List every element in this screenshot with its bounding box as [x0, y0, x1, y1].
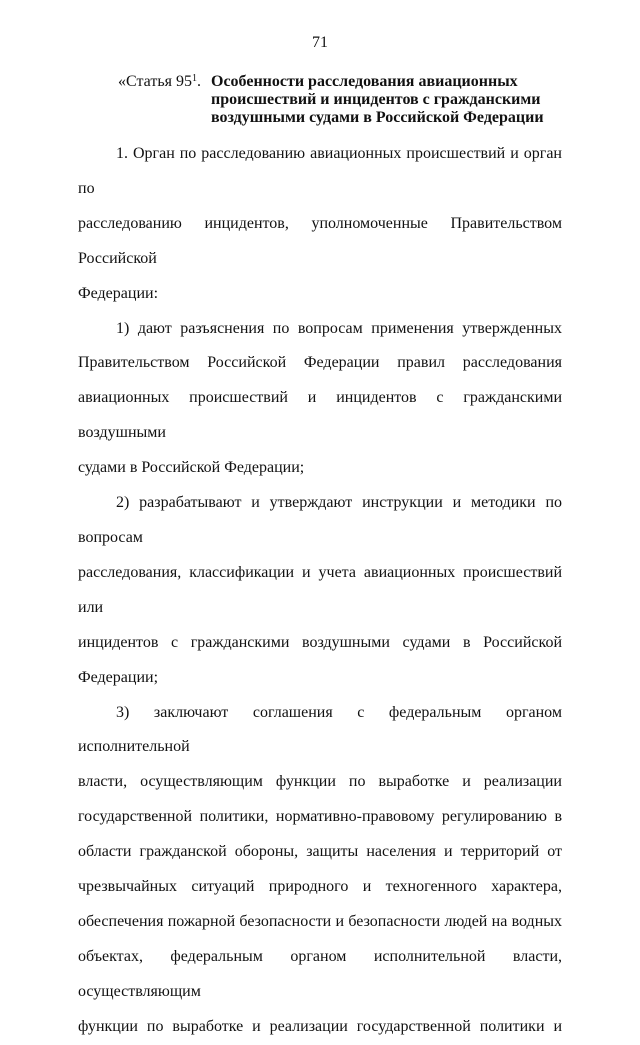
article-label-text: «Статья 95 — [118, 73, 192, 90]
text-line: функции по выработке и реализации государственной политики и — [78, 1017, 562, 1035]
article-title: Особенности расследования авиационных происшествий и инцидентов с гражданскими воздушными судами в Российской Федерации — [211, 73, 544, 126]
text-line: 1. Орган по расследованию авиационных происшествий и орган по — [78, 145, 562, 197]
text-line: инцидентов с гражданскими воздушными судами в Российской — [78, 633, 562, 651]
text-line: Правительством Российской Федерации правил расследования — [78, 354, 562, 372]
article-label — [118, 73, 211, 127]
page-number: 71 — [312, 34, 328, 51]
text-line: власти, осуществляющим функции по выработке и реализации — [78, 773, 562, 791]
document-body — [78, 137, 562, 1045]
paragraph-1 — [78, 137, 562, 312]
text-line: расследованию инцидентов, уполномоченные Правительством Российской — [78, 214, 562, 267]
text-line: чрезвычайных ситуаций природного и техногенного характера, — [78, 878, 562, 896]
text-line: расследования, классификации и учета авиационных происшествий или — [78, 563, 562, 616]
text-line: области гражданской обороны, защиты населения и территорий от — [78, 843, 562, 861]
text-line: 2) разрабатывают и утверждают инструкции и методики по вопросам — [78, 494, 562, 546]
text-line: 1) дают разъяснения по вопросам применения утвержденных — [116, 319, 562, 337]
text-line: государственной политики, нормативно-правовому регулированию в — [78, 808, 562, 826]
paragraph-item-2 — [78, 486, 562, 695]
text-line: обеспечения пожарной безопасности и безопасности людей на водных — [78, 912, 562, 930]
article-header — [118, 73, 588, 127]
article-label-suffix: . — [196, 73, 201, 90]
text-line: судами в Российской Федерации; — [78, 459, 305, 477]
text-line: авиационных происшествий и инцидентов с гражданскими воздушными — [78, 389, 562, 442]
text-line: 3) заключают соглашения с федеральным органом исполнительной — [78, 703, 562, 756]
text-line: объектах, федеральным органом исполнительной власти, осуществляющим — [78, 947, 562, 1000]
paragraph-item-3 — [78, 696, 562, 1045]
text-line: Федерации; — [78, 668, 159, 686]
article-label-superscript: 1 — [191, 73, 197, 84]
text-line: Федерации: — [78, 284, 159, 302]
paragraph-item-1 — [78, 312, 562, 487]
